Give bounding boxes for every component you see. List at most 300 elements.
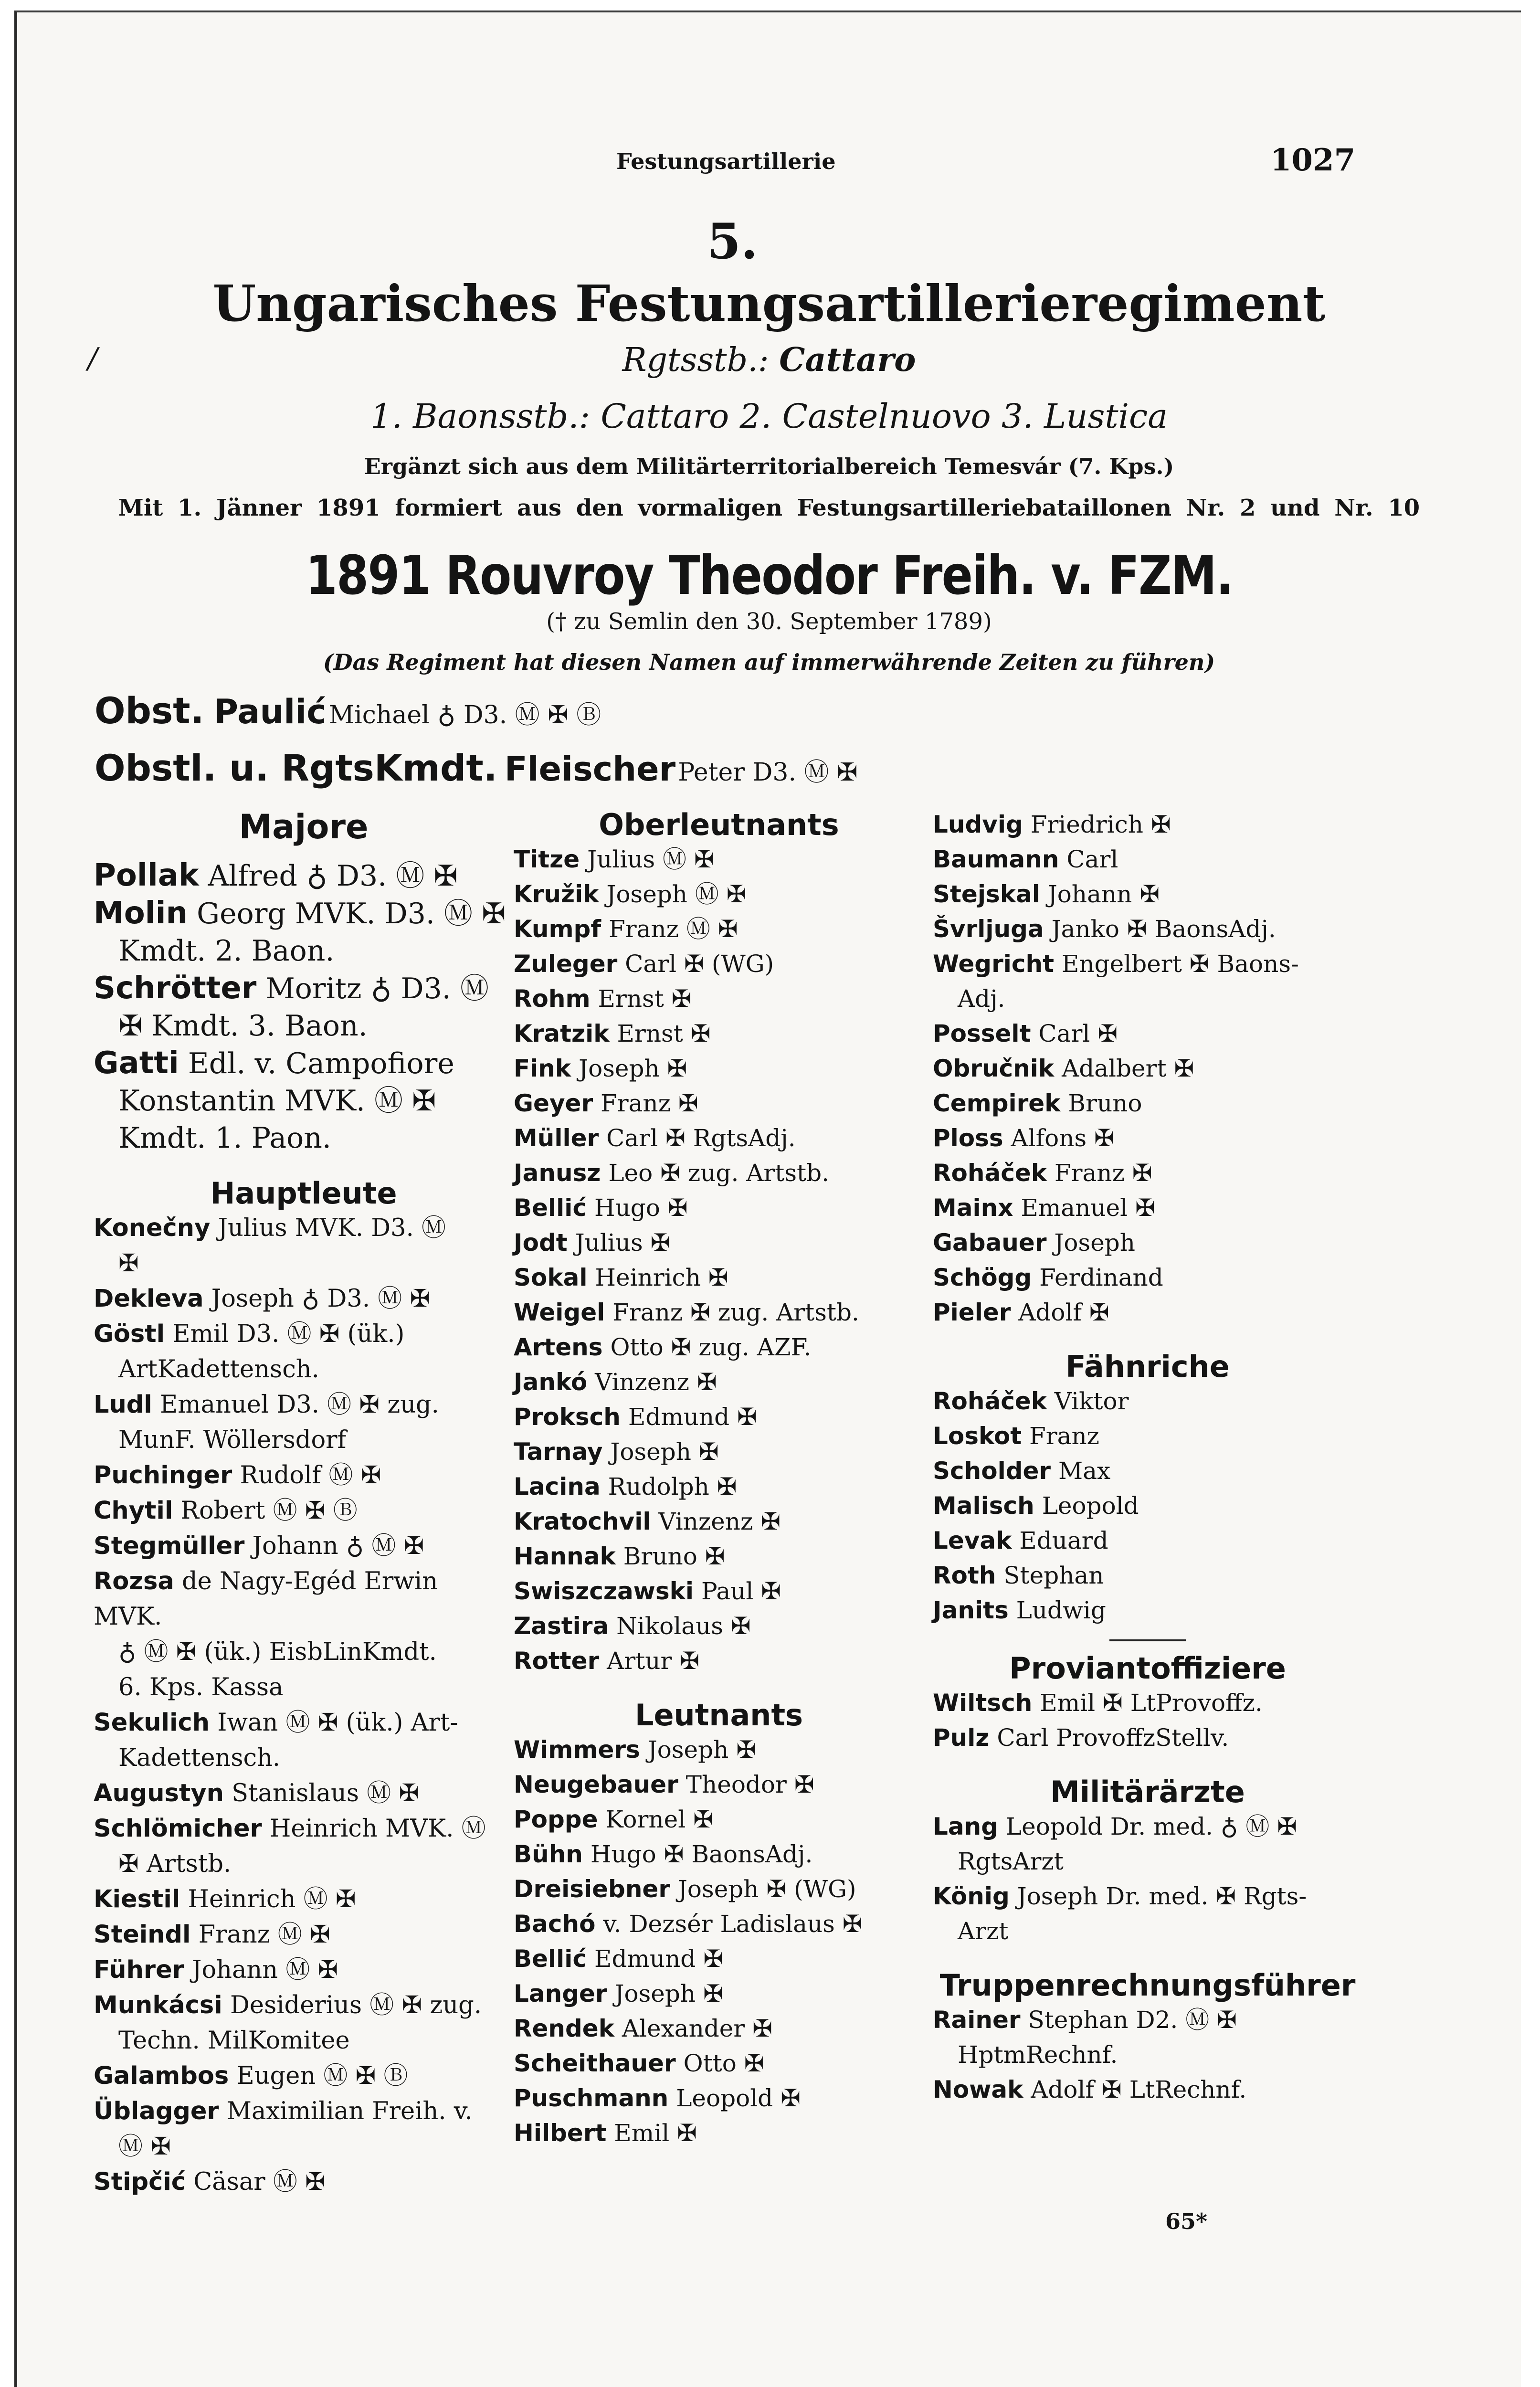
roster-entry	[514, 1121, 924, 1156]
officer-details: Adolf ✠ LtRechnf.	[1031, 2076, 1247, 2103]
officer-details: Paul ✠	[701, 1577, 781, 1605]
roster-entry	[514, 1907, 924, 1942]
roster-entry	[514, 947, 924, 982]
officer-details: Joseph ✠	[579, 1055, 687, 1082]
officer-details: Franz	[1029, 1422, 1099, 1450]
officer-surname: Loskot	[933, 1422, 1022, 1450]
officer-details: Engelbert ✠ Baons-	[1061, 950, 1299, 978]
officer-surname: Fleischer	[504, 750, 676, 789]
officer-surname: Göstl	[94, 1320, 165, 1348]
rgtsstb-label: Rgtsstb.:	[622, 341, 769, 379]
roster-entry	[933, 1419, 1362, 1454]
officer-surname: Paulić	[213, 692, 327, 731]
roster-entry	[514, 1400, 924, 1435]
officer-surname: Posselt	[933, 1020, 1031, 1047]
roster-entry	[94, 1988, 514, 2023]
officer-surname: Zuleger	[514, 950, 618, 978]
roster-entry	[94, 2059, 514, 2094]
owner-death-note: († zu Semlin den 30. September 1789)	[546, 608, 992, 635]
section-title-rechnung: Truppenrechnungsführer	[939, 1968, 1356, 2003]
officer-surname: Rozsa	[94, 1567, 174, 1595]
officer-details: Iwan Ⓜ ✠ (ük.) Art-	[217, 1709, 458, 1737]
officer-details: Eduard	[1019, 1527, 1108, 1554]
roster-entry: ✠ Artstb.	[118, 1850, 232, 1878]
officer-details: Stephan	[1003, 1562, 1104, 1589]
roster-entry	[933, 1086, 1362, 1121]
roster-entry: Kmdt. 1. Paon.	[118, 1121, 331, 1155]
roster-entry: MunF. Wöllersdorf	[118, 1426, 347, 1454]
hauptleute-list	[94, 1211, 514, 2200]
officer-details: Hugo ✠	[594, 1194, 688, 1222]
officer-details: Leo ✠ zug. Artstb.	[608, 1159, 829, 1187]
officer-details: Heinrich MVK. Ⓜ	[269, 1815, 486, 1843]
rgtsstb-value: Cattaro	[779, 341, 916, 379]
officer-details: Franz ✠ zug. Artstb.	[612, 1299, 859, 1326]
officer-surname: Rainer	[933, 2006, 1021, 2034]
officer-surname: Pulz	[933, 1724, 990, 1752]
officer-details: Adalbert ✠	[1062, 1055, 1194, 1082]
officer-surname: Sekulich	[94, 1709, 210, 1737]
officer-details: Ernst ✠	[617, 1020, 711, 1047]
officer-details: Johann ✠	[1047, 880, 1160, 908]
officer-surname: Mainx	[933, 1194, 1013, 1222]
roster-entry	[514, 1295, 924, 1330]
officer-details: v. Dezsér Ladislaus ✠	[603, 1910, 863, 1938]
leutnants-continued-list	[933, 807, 1362, 1330]
officer-details: Theodor ✠	[686, 1771, 814, 1798]
leutnants-list	[514, 1732, 924, 2151]
officer-details: Carl ProvoffzStellv.	[997, 1724, 1229, 1752]
roster-entry	[514, 1469, 924, 1504]
section-title-faehnriche: Fähnriche	[1065, 1349, 1230, 1384]
officer-details: Vinzenz ✠	[658, 1508, 781, 1535]
officer-surname: Titze	[514, 845, 580, 873]
officer-surname: Gabauer	[933, 1229, 1047, 1257]
officer-surname: Wegricht	[933, 950, 1055, 978]
roster-entry	[514, 1051, 924, 1086]
roster-entry	[514, 1837, 924, 1872]
roster-entry	[514, 1872, 924, 1907]
officer-details: Leopold ✠	[676, 2084, 801, 2112]
roster-entry	[514, 1330, 924, 1365]
officer-surname: Roháček	[933, 1387, 1047, 1415]
roster-entry	[94, 1705, 514, 1741]
officer-surname: Ludl	[94, 1391, 152, 1419]
officer-details: Friedrich ✠	[1030, 811, 1171, 838]
officer-details: Julius ✠	[575, 1229, 671, 1257]
roster-entry	[933, 807, 1362, 842]
officer-details: Julius MVK. D3. Ⓜ	[218, 1214, 446, 1242]
officer-details: Otto ✠	[683, 2049, 764, 2077]
officer-details: Artur ✠	[607, 1647, 700, 1675]
officer-details: Viktor	[1054, 1387, 1129, 1415]
officer-details: Joseph Dr. med. ✠ Rgts-	[1017, 1882, 1307, 1910]
officer-surname: Galambos	[94, 2062, 229, 2090]
roster-entry	[514, 1225, 924, 1260]
section-title-majore: Majore	[239, 807, 369, 846]
regiment-number: 5.	[707, 213, 758, 270]
roster-entry	[933, 1384, 1362, 1419]
running-title: Festungsartillerie	[616, 148, 836, 174]
officer-details: Rudolf Ⓜ ✠	[240, 1461, 381, 1489]
officer-surname: Hannak	[514, 1542, 616, 1570]
rank-label: Obst.	[95, 689, 204, 732]
officer-details: Adolf ✠	[1018, 1299, 1109, 1326]
officer-details: Julius Ⓜ ✠	[587, 845, 714, 873]
officer-details: Joseph ✠	[610, 1438, 719, 1466]
roster-entry	[514, 1644, 924, 1679]
officer-surname: Chytil	[94, 1497, 173, 1525]
officer-surname: Jodt	[514, 1229, 568, 1257]
roster-entry	[933, 1489, 1362, 1523]
officer-details: Stanislaus Ⓜ ✠	[232, 1779, 420, 1807]
roster-entry	[933, 1295, 1362, 1330]
roster-entry	[514, 1767, 924, 1802]
roster-entry	[933, 947, 1362, 982]
divider	[1109, 1639, 1186, 1641]
officer-details: Edl. v. Campofiore	[188, 1047, 454, 1080]
officer-surname: Wimmers	[514, 1736, 640, 1764]
page-number: 1027	[1270, 142, 1356, 178]
officer-details: Johann Ⓜ ✠	[192, 1956, 338, 1984]
officer-surname: Jankó	[514, 1368, 588, 1396]
officer-surname: König	[933, 1882, 1010, 1910]
roster-entry	[514, 877, 924, 912]
roster-entry: ✠	[118, 1249, 139, 1278]
officer-details: Edmund ✠	[594, 1945, 724, 1973]
officer-surname: Molin	[94, 896, 188, 931]
roster-entry	[94, 1776, 514, 1811]
roster-entry	[94, 895, 514, 932]
section-title-proviant: Proviantoffiziere	[1009, 1651, 1286, 1686]
rank-label: Obstl. u. RgtsKmdt.	[95, 747, 497, 789]
officer-details: Max	[1058, 1457, 1111, 1485]
officer-details: Alexander ✠	[622, 2015, 773, 2042]
officer-surname: Scholder	[933, 1457, 1051, 1485]
officer-details: Moritz ♁ D3. Ⓜ	[265, 972, 489, 1005]
roster-entry	[933, 1016, 1362, 1051]
officer-details: Johann ♁ Ⓜ ✠	[252, 1532, 424, 1560]
officer-surname: Augustyn	[94, 1779, 224, 1807]
roster-entry	[94, 2094, 514, 2129]
roster-entry: ArtKadettensch.	[118, 1355, 319, 1384]
officer-details: Robert Ⓜ ✠ Ⓑ	[180, 1497, 358, 1525]
officer-details: Leopold	[1042, 1492, 1139, 1520]
officer-details: Carl ✠	[1038, 1020, 1118, 1047]
officer-surname: Pollak	[94, 858, 199, 893]
section-title-leutnants: Leutnants	[635, 1698, 803, 1732]
officer-details: Desiderius Ⓜ ✠ zug.	[230, 1991, 482, 2019]
officer-details: Heinrich ✠	[595, 1264, 728, 1291]
officer-surname: Bühn	[514, 1840, 583, 1868]
roster-entry: Arzt	[958, 1917, 1009, 1945]
officer-surname: Üblagger	[94, 2097, 219, 2125]
officer-details: Joseph Ⓜ ✠	[606, 880, 747, 908]
officer-surname: Hilbert	[514, 2119, 607, 2147]
roster-entry	[933, 1156, 1362, 1191]
officer-details: Vinzenz ✠	[595, 1368, 717, 1396]
officer-surname: Roháček	[933, 1159, 1047, 1187]
officer-details: Ludwig	[1016, 1596, 1106, 1624]
officer-details: Emil ✠	[614, 2119, 697, 2147]
roster-entry: Techn. MilKomitee	[118, 2027, 350, 2055]
roster-entry	[94, 1493, 514, 1529]
name-perpetuity-note: (Das Regiment hat diesen Namen auf immerwährende Zeiten zu führen)	[323, 649, 1215, 675]
officer-details: Joseph ♁ D3. Ⓜ ✠	[211, 1285, 431, 1313]
roster-entry	[514, 2011, 924, 2046]
officer-surname: Bellić	[514, 1945, 587, 1973]
officer-surname: Roth	[933, 1562, 996, 1589]
roster-entry: Kmdt. 2. Baon.	[118, 934, 335, 968]
book-page	[14, 11, 1521, 2387]
officer-surname: Weigel	[514, 1299, 605, 1326]
column-middle	[514, 807, 924, 2151]
officer-details: Carl ✠ (WG)	[625, 950, 774, 978]
officer-surname: Obručnik	[933, 1055, 1055, 1082]
officer-surname: Cempirek	[933, 1089, 1061, 1117]
officer-surname: Langer	[514, 1980, 607, 2007]
officer-surname: Sokal	[514, 1264, 588, 1291]
roster-entry	[94, 1045, 514, 1082]
roster-entry	[94, 1458, 514, 1493]
officer-details: Nikolaus ✠	[616, 1612, 751, 1640]
obstl-line	[95, 747, 858, 789]
roster-entry	[94, 1917, 514, 1953]
roster-entry: RgtsArzt	[958, 1848, 1064, 1875]
roster-entry	[933, 1809, 1362, 1844]
officer-surname: Janits	[933, 1596, 1009, 1624]
officer-surname: Schögg	[933, 1264, 1032, 1291]
officer-surname: Rendek	[514, 2015, 614, 2042]
roster-entry	[514, 1016, 924, 1051]
officer-surname: Poppe	[514, 1806, 598, 1833]
roster-entry	[94, 857, 514, 895]
roster-entry: HptmRechnf.	[958, 2041, 1118, 2069]
officer-surname: Schlömicher	[94, 1815, 262, 1843]
officer-surname: Levak	[933, 1527, 1012, 1554]
officer-surname: Lacina	[514, 1473, 601, 1500]
officer-surname: Gatti	[94, 1046, 179, 1081]
roster-entry	[514, 1365, 924, 1400]
officer-surname: Stegmüller	[94, 1532, 245, 1560]
officer-details: Heinrich Ⓜ ✠	[188, 1885, 356, 1913]
officer-surname: Bachó	[514, 1910, 596, 1938]
officer-details: Hugo ✠ BaonsAdj.	[590, 1840, 813, 1868]
officer-surname: Zastira	[514, 1612, 609, 1640]
officer-surname: Konečny	[94, 1214, 211, 1242]
roster-entry	[514, 1942, 924, 1976]
stray-mark: /	[88, 342, 98, 375]
officer-details: Maximilian Freih. v.	[226, 2097, 473, 2125]
officer-surname: Dreisiebner	[514, 1875, 670, 1903]
officer-details: Kornel ✠	[605, 1806, 713, 1833]
officer-surname: Kružik	[514, 880, 599, 908]
officer-details: Georg MVK. D3. Ⓜ ✠	[197, 897, 506, 930]
officer-surname: Tarnay	[514, 1438, 603, 1466]
officer-surname: Müller	[514, 1124, 599, 1152]
officer-details: Edmund ✠	[628, 1403, 757, 1431]
roster-entry	[94, 1387, 514, 1423]
officer-details: Emil D3. Ⓜ ✠ (ük.)	[172, 1320, 405, 1348]
officer-surname: Bellić	[514, 1194, 587, 1222]
officer-details: Bruno ✠	[623, 1542, 725, 1570]
roster-entry	[933, 1225, 1362, 1260]
roster-entry	[933, 1721, 1362, 1755]
roster-entry	[514, 1504, 924, 1539]
roster-entry	[933, 1879, 1362, 1914]
officer-details: Peter D3. Ⓜ ✠	[678, 758, 858, 787]
officer-surname: Scheithauer	[514, 2049, 676, 2077]
roster-entry	[933, 2072, 1362, 2107]
officer-details: Franz ✠	[601, 1089, 698, 1117]
column-right	[933, 807, 1362, 2107]
roster-entry	[933, 1523, 1362, 1558]
officer-surname: Geyer	[514, 1089, 593, 1117]
roster-entry	[94, 2165, 514, 2200]
officer-surname: Fink	[514, 1055, 571, 1082]
roster-entry	[94, 1211, 514, 1246]
formation-note: Mit 1. Jänner 1891 formiert aus den vormaligen Festungsartilleriebataillonen Nr. 2 und Nr. 10	[118, 495, 1420, 521]
officer-details: Cäsar Ⓜ ✠	[193, 2168, 326, 2196]
officer-surname: Führer	[94, 1956, 184, 1984]
officer-details: de Nagy-Egéd Erwin MVK.	[94, 1567, 438, 1631]
officer-surname: Puchinger	[94, 1461, 232, 1489]
roster-entry	[514, 1732, 924, 1767]
officer-details: Joseph	[1054, 1229, 1135, 1257]
officer-surname: Proksch	[514, 1403, 621, 1431]
officer-surname: Puschmann	[514, 2084, 669, 2112]
roster-entry: ✠ Kmdt. 3. Baon.	[118, 1009, 368, 1043]
roster-entry	[933, 912, 1362, 947]
officer-surname: Nowak	[933, 2076, 1023, 2103]
roster-entry	[94, 1953, 514, 1988]
officer-surname: Kiestil	[94, 1885, 180, 1913]
roster-entry	[514, 1435, 924, 1469]
obst-line	[95, 689, 601, 732]
officer-surname: Munkácsi	[94, 1991, 222, 2019]
officer-surname: Ludvig	[933, 811, 1023, 838]
roster-entry	[514, 1574, 924, 1609]
roster-entry	[514, 2081, 924, 2116]
officer-surname: Stejskal	[933, 880, 1040, 908]
rechnung-list	[933, 2003, 1362, 2107]
roster-entry	[94, 1564, 514, 1635]
officer-details: Joseph ✠ (WG)	[677, 1875, 856, 1903]
regiment-staff	[17, 341, 1521, 379]
recruitment-note: Ergänzt sich aus dem Militärterritorialbereich Temesvár (7. Kps.)	[364, 454, 1174, 479]
officer-details: Stephan D2. Ⓜ ✠	[1028, 2006, 1237, 2034]
officer-surname: Kratzik	[514, 1020, 610, 1047]
roster-entry: Adj.	[958, 985, 1005, 1013]
officer-details: Alfons ✠	[1011, 1124, 1114, 1152]
roster-entry	[514, 1191, 924, 1225]
roster-entry	[933, 2003, 1362, 2038]
officer-surname: Schrötter	[94, 971, 257, 1006]
roster-entry	[933, 1121, 1362, 1156]
officer-details: Emanuel ✠	[1021, 1194, 1155, 1222]
roster-entry	[94, 1529, 514, 1564]
proviant-list	[933, 1686, 1362, 1755]
officer-details: Carl	[1066, 845, 1118, 873]
oberleutnants-list	[514, 842, 924, 1679]
regiment-name: Ungarisches Festungsartillerieregiment	[212, 274, 1326, 333]
section-title-aerzte: Militärärzte	[1050, 1774, 1245, 1809]
roster-entry	[94, 970, 514, 1007]
officer-surname: Swiszczawski	[514, 1577, 694, 1605]
officer-details: Michael ♁ D3. Ⓜ ✠ Ⓑ	[328, 701, 601, 729]
roster-entry	[94, 1317, 514, 1352]
roster-entry	[933, 1454, 1362, 1489]
faehnriche-list	[933, 1384, 1362, 1628]
majore-list	[94, 857, 514, 1157]
roster-entry	[933, 1051, 1362, 1086]
officer-details: Joseph ✠	[614, 1980, 723, 2007]
roster-entry: 6. Kps. Kassa	[118, 1673, 284, 1701]
officer-surname: Artens	[514, 1333, 603, 1361]
officer-details: Janko ✠ BaonsAdj.	[1051, 915, 1276, 943]
officer-surname: Janusz	[514, 1159, 601, 1187]
officer-surname: Lang	[933, 1813, 998, 1840]
roster-entry	[933, 842, 1362, 877]
roster-entry	[933, 1260, 1362, 1295]
officer-details: Carl ✠ RgtsAdj.	[606, 1124, 796, 1152]
signature-mark: 65*	[1165, 2208, 1208, 2234]
roster-entry	[514, 1156, 924, 1191]
officer-surname: Švrljuga	[933, 915, 1044, 943]
officer-surname: Neugebauer	[514, 1771, 678, 1798]
section-title-hauptleute: Hauptleute	[210, 1176, 397, 1211]
officer-surname: Pieler	[933, 1299, 1011, 1326]
roster-entry: Ⓜ ✠	[118, 2133, 171, 2161]
officer-details: Rudolph ✠	[608, 1473, 737, 1500]
column-left	[94, 807, 514, 2200]
roster-entry: Kadettensch.	[118, 1744, 281, 1772]
roster-entry	[933, 1593, 1362, 1628]
officer-surname: Malisch	[933, 1492, 1034, 1520]
roster-entry	[94, 1281, 514, 1317]
roster-entry	[514, 1976, 924, 2011]
officer-details: Emil ✠ LtProvoffz.	[1040, 1689, 1263, 1717]
roster-entry	[94, 1811, 514, 1847]
roster-entry	[514, 1802, 924, 1837]
officer-details: Ferdinand	[1039, 1264, 1163, 1291]
roster-entry: Konstantin MVK. Ⓜ ✠	[118, 1084, 436, 1118]
roster-entry	[514, 912, 924, 947]
aerzte-list	[933, 1809, 1362, 1949]
roster-entry	[94, 1882, 514, 1917]
roster-entry	[933, 1558, 1362, 1593]
officer-details: Leopold Dr. med. ♁ Ⓜ ✠	[1005, 1813, 1297, 1840]
officer-surname: Wiltsch	[933, 1689, 1033, 1717]
officer-surname: Dekleva	[94, 1285, 204, 1313]
officer-surname: Kumpf	[514, 915, 601, 943]
officer-surname: Baumann	[933, 845, 1059, 873]
officer-surname: Stipčić	[94, 2168, 186, 2196]
officer-details: Emanuel D3. Ⓜ ✠ zug.	[160, 1391, 439, 1419]
roster-entry	[514, 2116, 924, 2151]
officer-surname: Steindl	[94, 1921, 191, 1949]
officer-details: Franz Ⓜ ✠	[609, 915, 738, 943]
officer-details: Alfred ♁ D3. Ⓜ ✠	[208, 859, 458, 893]
roster-entry	[933, 1686, 1362, 1721]
roster-entry: ♁ Ⓜ ✠ (ük.) EisbLinKmdt.	[118, 1638, 437, 1666]
officer-details: Franz ✠	[1054, 1159, 1152, 1187]
officer-details: Bruno	[1068, 1089, 1142, 1117]
roster-entry	[514, 842, 924, 877]
officer-surname: Kratochvil	[514, 1508, 651, 1535]
officer-details: Eugen Ⓜ ✠ Ⓑ	[236, 2062, 408, 2090]
officer-surname: Rotter	[514, 1647, 600, 1675]
